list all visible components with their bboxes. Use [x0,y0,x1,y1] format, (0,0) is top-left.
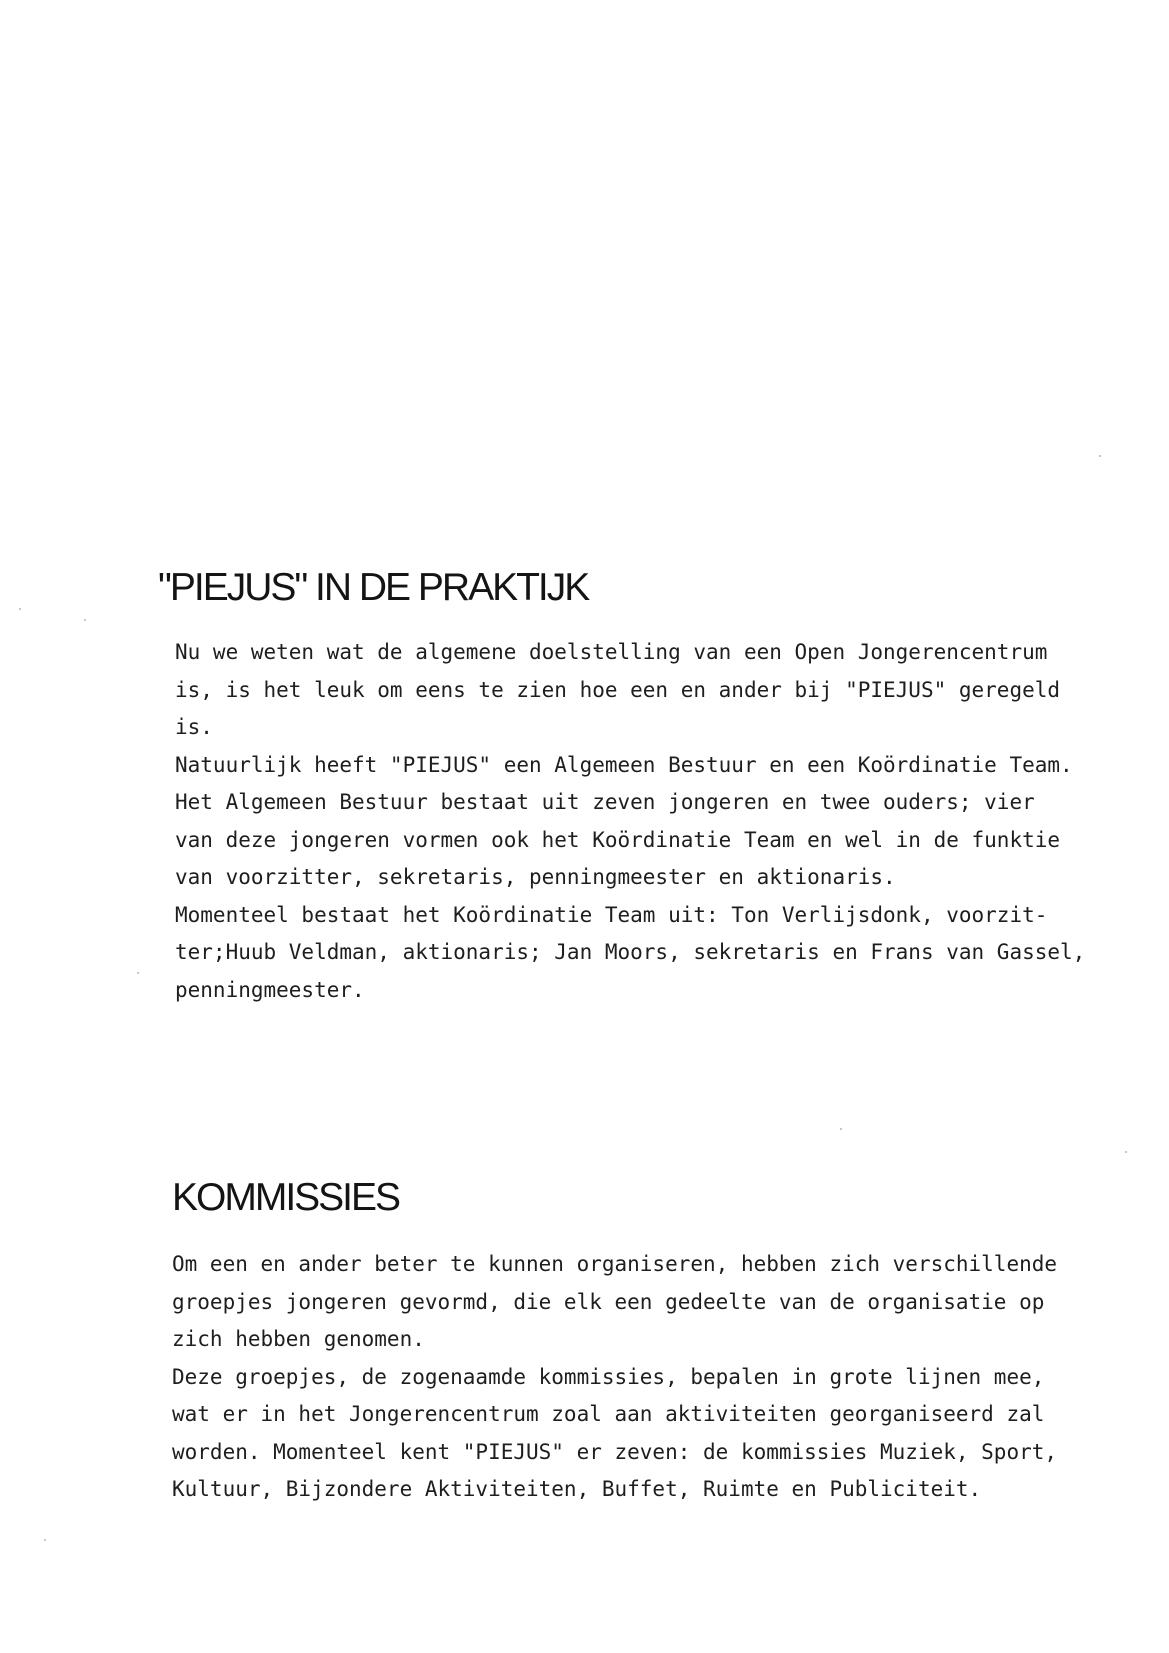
paragraph-line: Kultuur, Bijzondere Aktiviteiten, Buffet, Ruimte en Publiciteit. [172,1477,982,1501]
section-body-kommissies [172,1246,1092,1509]
paragraph-line: Het Algemeen Bestuur bestaat uit zeven jongeren en twee ouders; vier [175,790,1035,814]
section-heading-piejus-in-de-praktijk: "PIEJUS" IN DE PRAKTIJK [158,566,589,609]
scan-speck [1125,1151,1127,1153]
section-body-praktijk [175,634,1095,1009]
paragraph-line: Nu we weten wat de algemene doelstelling van een Open Jongerencentrum [175,640,1048,664]
scan-speck [137,972,139,974]
paragraph-line: van voorzitter, sekretaris, penningmeester en aktionaris. [175,865,896,889]
paragraph-line: penningmeester. [175,977,365,1002]
paragraph-line: is, is het leuk om eens te zien hoe een en ander bij "PIEJUS" geregeld [175,677,1061,702]
paragraph-line: zich hebben genomen. [172,1327,425,1351]
scan-speck [84,619,86,621]
section-heading-kommissies: KOMMISSIES [172,1176,400,1219]
scan-speck [840,1128,842,1130]
paragraph-line: Deze groepjes, de zogenaamde kommissies, bepalen in grote lijnen mee, [172,1364,1045,1389]
paragraph-line: is. [175,715,213,739]
paragraph-line: van deze jongeren vormen ook het Koördinatie Team en wel in de funktie [175,827,1061,852]
paragraph-line: worden. Momenteel kent "PIEJUS" er zeven: de kommissies Muziek, Sport, [172,1439,1058,1464]
paragraph-line: groepjes jongeren gevormd, die elk een gedeelte van de organisatie op [172,1289,1045,1314]
scan-speck [1099,455,1101,457]
paragraph-line: Momenteel bestaat het Koördinatie Team uit: Ton Verlijsdonk, voorzit- [175,902,1048,927]
scan-speck [19,608,21,610]
scan-speck [44,1539,46,1541]
paragraph-line: ter;Huub Veldman, aktionaris; Jan Moors, sekretaris en Frans van Gassel, [175,940,1086,964]
paragraph-line: Natuurlijk heeft "PIEJUS" een Algemeen Bestuur en een Koördinatie Team. [175,752,1073,777]
paragraph-line: Om een en ander beter te kunnen organiseren, hebben zich verschillende [172,1252,1058,1276]
paragraph-line: wat er in het Jongerencentrum zoal aan aktiviteiten georganiseerd zal [172,1402,1045,1426]
